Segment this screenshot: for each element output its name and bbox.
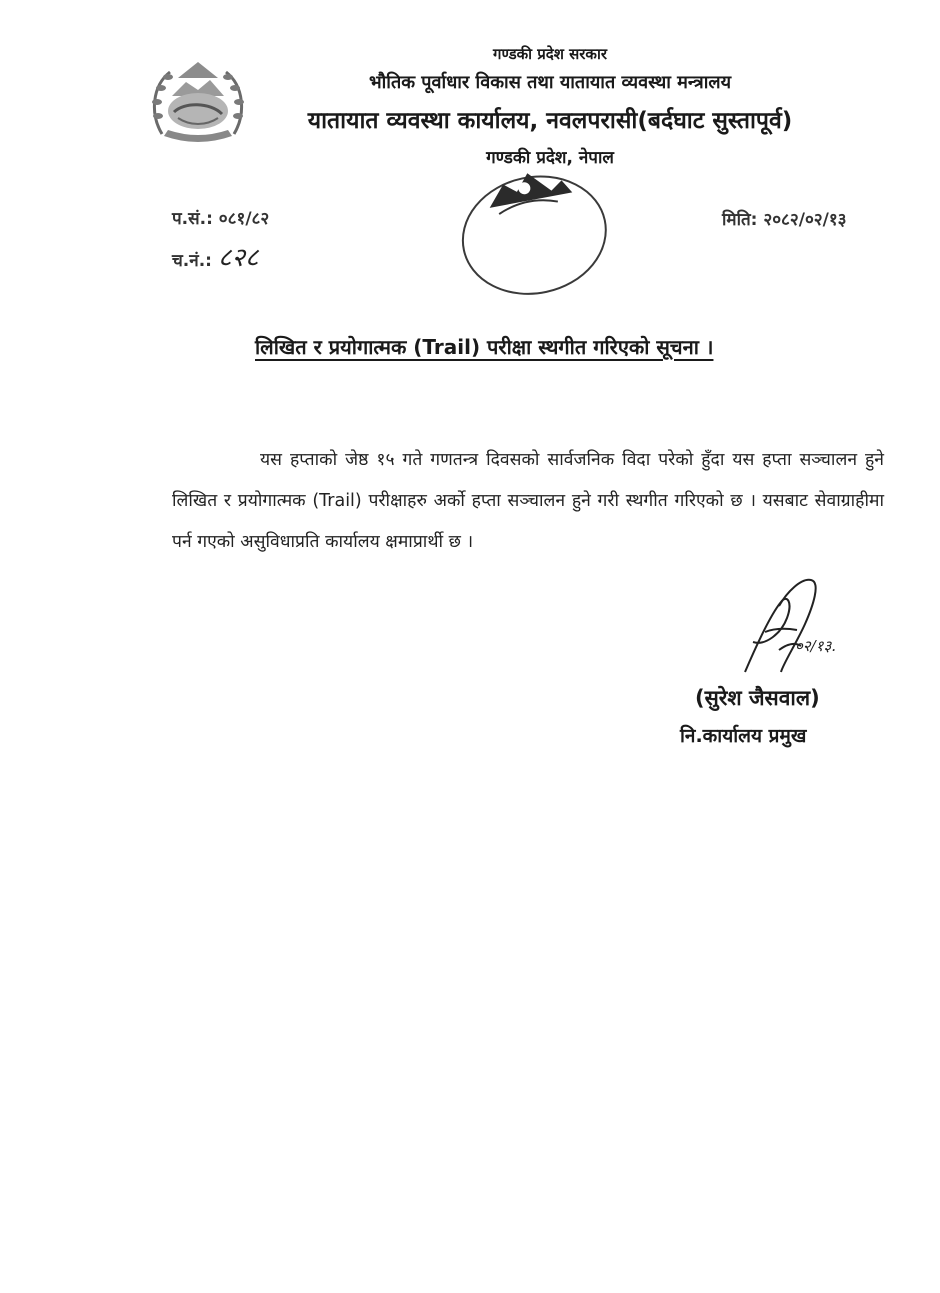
reference-number [172, 206, 269, 229]
office-name: यातायात व्यवस्था कार्यालय, नवलपरासी(बर्दघाट सुस्तापूर्व) [307, 108, 793, 134]
office-stamp [458, 165, 614, 305]
nepal-government-emblem [148, 56, 248, 148]
signer-name: (सुरेश जैसवाल) [695, 686, 820, 710]
cn-value-handwritten: ८२८ [217, 243, 259, 273]
signature-date: ०२/१३. [795, 637, 837, 655]
cn-label: च.नं.: [172, 251, 212, 271]
signature [735, 572, 885, 682]
ministry-name: भौतिक पूर्वाधार विकास तथा यातायात व्यवस्था मन्त्रालय [368, 72, 732, 93]
ps-label: प.सं.: [172, 209, 213, 229]
dispatch-number [172, 238, 259, 274]
notice-subject: लिखित र प्रयोगात्मक (Trail) परीक्षा स्थगीत गरिएको सूचना । [255, 335, 714, 359]
notice-body: यस हप्ताको जेष्ठ १५ गते गणतन्त्र दिवसको सार्वजनिक विदा परेको हुँदा यस हप्ता सञ्चालन हुने लिखित र प्रयोगात्मक (Trail) परीक्षाहरु अर्को हप्ता सञ्चालन हुने गरी स्थगीत गरिएको छ । यसबाट सेवाग्राहीमा पर्न गएको असुविधाप्रति कार्यालय क्षमाप्रार्थी छ । [172, 450, 884, 552]
government-name: गण्डकी प्रदेश सरकार [493, 45, 607, 63]
letter-date: मिति: २०८२/०२/१३ [722, 210, 847, 230]
signer-title: नि.कार्यालय प्रमुख [680, 725, 807, 747]
province-line: गण्डकी प्रदेश, नेपाल [486, 148, 614, 168]
ps-value: ०८१/८२ [218, 209, 270, 229]
